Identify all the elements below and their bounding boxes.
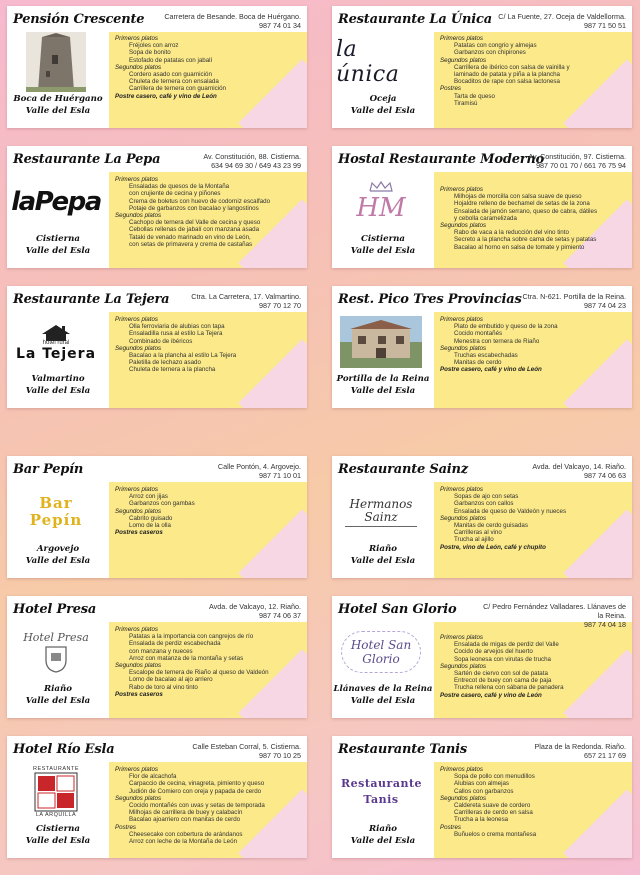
menu-item: con manzana y nueces: [129, 647, 193, 655]
menu-item: Carrillera de ibérico con salsa de vainilla y: [454, 63, 570, 71]
la-arquilla-logo: [33, 766, 79, 818]
menu-section-title: Primeros platos: [115, 766, 158, 773]
phone-number: 987 74 06 63: [584, 471, 626, 480]
menu-section-title: Primeros platos: [440, 35, 483, 42]
menu-item: Cebollas rellenas de jabalí con manzana asada: [129, 226, 260, 234]
menu-item: Cachopo de ternera del Valle de cecina y queso: [129, 219, 261, 227]
restaurant-logo: [336, 32, 426, 92]
restaurant-card: [332, 596, 632, 718]
logo-wordmark: La Tejera: [15, 346, 97, 362]
address-text: Av. Constitución, 97. Cistierna.: [528, 152, 626, 161]
restaurant-address: [476, 742, 626, 760]
menu-item: Sopa leonesa con virutas de trucha: [454, 655, 551, 663]
menu-item: Sopas de ajo con setas: [454, 493, 519, 501]
menu-item: Cabrito guisado: [129, 514, 173, 522]
address-text: Plaza de la Redonda. Riaño.: [534, 742, 626, 751]
menu-item: Garbanzos con callos: [454, 500, 514, 508]
menu-section-title: Primeros platos: [115, 486, 158, 493]
menu-section-title: Segundos platos: [440, 662, 487, 670]
restaurant-logo: [11, 482, 101, 542]
town-name: Riaño: [44, 684, 72, 694]
menu-item: Estofado de patatas con jabalí: [129, 56, 213, 64]
menu-item: Fréjoles con arroz: [129, 42, 179, 50]
menu-list: [115, 626, 299, 698]
restaurant-name: Bar Pepín: [13, 462, 84, 477]
menu-item: con crujiente de cecina y piñones: [129, 190, 221, 198]
address-text: Av. Constitución, 88. Cistierna.: [203, 152, 301, 161]
menu-item: Ensaladas de quesos de la Montaña: [129, 183, 230, 191]
menu-list: [440, 486, 624, 551]
restaurant-address: [476, 602, 626, 629]
menu-item: Garbanzos con gambas: [129, 500, 195, 508]
menu-item: Ensalada de migas de perdiz del Valle: [454, 641, 559, 649]
menu-section-title: Primeros platos: [115, 626, 158, 633]
restaurant-name: Restaurante La Tejera: [13, 292, 170, 307]
menu-item: Tataki de venado marinado en vino de León,: [129, 233, 251, 241]
menu-item: Bacalao al horno en salsa de tomate y pimiento: [454, 243, 585, 251]
menu-item: Tiramisú: [454, 99, 478, 107]
menu-item: Escalope de ternera de Riaño al queso de Valdeón: [129, 669, 269, 677]
menu-item: Chuleta de ternera a la plancha: [129, 366, 216, 374]
menu-item: Milhojas de carrillera de buey y calabacín: [129, 809, 243, 817]
menu-section-title: Primeros platos: [440, 634, 483, 641]
restaurant-logo: [11, 622, 101, 682]
menu-item: Ensalada de perdiz escabechada: [129, 640, 221, 648]
address-text: Ctra. La Carretera, 17. Valmartino.: [191, 292, 301, 301]
menu-item: Ensalada de jamón serrano, queso de cabra, dátiles: [454, 207, 598, 215]
menu-section-title: Postres: [440, 823, 461, 831]
menu-item: Garbanzos con chipirones: [454, 49, 526, 57]
menu-item: Cocido de arvejos del huerto: [454, 648, 533, 656]
logo-subtitle: RESTAURANTE: [32, 766, 80, 772]
menu-item: con setas de primavera y crema de castañas: [129, 240, 253, 248]
menu-section-title: Primeros platos: [440, 486, 483, 493]
menu-item: Manitas de cerdo guisadas: [454, 522, 528, 530]
menu-item: Crema de boletus con huevo de codorniz escalfado: [129, 197, 271, 205]
restaurant-card: [332, 456, 632, 578]
restaurant-name: Hotel Río Esla: [13, 742, 115, 757]
restaurant-name: Hotel Presa: [13, 602, 97, 617]
menu-item: Rabo de toro al vino tinto: [129, 683, 198, 691]
restaurant-address: [151, 12, 301, 30]
valley-name: Valle del Esla: [350, 836, 416, 846]
menu-item: Milhojas de morcilla con salsa suave de queso: [454, 193, 582, 201]
restaurant-name: Pensión Crescente: [13, 12, 145, 27]
restaurant-address: [476, 12, 626, 30]
menu-section-title: Primeros platos: [440, 316, 483, 323]
menu-list: [115, 35, 299, 100]
menu-section-title: Segundos platos: [115, 344, 162, 352]
phone-number: 987 74 04 18: [584, 620, 626, 629]
menu-item: laminado de patata y piña a la plancha: [454, 71, 560, 79]
menu-section-title: Segundos platos: [440, 344, 487, 352]
menu-section-title: Primeros platos: [115, 176, 158, 183]
restaurant-card: [332, 6, 632, 128]
menu-list: [115, 486, 299, 536]
la-unica-logo: la única: [336, 37, 400, 87]
restaurant-logo: [11, 172, 101, 232]
menu-item: Alubias con almejas: [454, 780, 510, 788]
town-name: Cistierna: [36, 234, 80, 244]
town-name: Portilla de la Reina: [336, 374, 430, 384]
menu-item: Secreto a la plancha sobre cama de setas y patatas: [454, 236, 597, 244]
valley-name: Valle del Esla: [25, 836, 91, 846]
menu-footer: Postre casero, café y vino de León: [440, 691, 542, 699]
la-pepa-logo: laPepa: [11, 187, 101, 217]
menu-footer: Postre casero, café y vino de León: [115, 92, 217, 100]
restaurant-address: [476, 292, 626, 310]
tower-photo: [26, 32, 86, 92]
phone-number: 987 71 10 01: [259, 471, 301, 480]
menu-section-title: Postres: [440, 85, 461, 93]
logo-wordmark: LA ARQUILLA: [35, 812, 77, 818]
valley-name: Valle del Esla: [350, 106, 416, 116]
restaurant-name: Hostal Restaurante Moderno: [338, 152, 545, 167]
menu-section-title: Segundos platos: [440, 514, 487, 522]
town-name: Cistierna: [36, 824, 80, 834]
menu-item: Potaje de garbanzos con bacalao y langostinos: [129, 204, 259, 212]
phone-number: 987 71 50 51: [584, 21, 626, 30]
restaurant-card: [7, 6, 307, 128]
restaurant-card: [7, 596, 307, 718]
restaurant-logo: [336, 172, 426, 232]
address-text: Carretera de Besande. Boca de Huérgano.: [164, 12, 301, 21]
menu-item: Lomo de bacalao al ajo arriero: [129, 676, 213, 684]
bar-pepin-logo: Bar Pepín: [29, 494, 83, 529]
menu-item: Tarta de queso: [454, 92, 495, 100]
menu-item: Hojaldre relleno de bechamel de setas de la zona: [454, 200, 590, 208]
menu-item: Caldereta suave de cordero: [454, 802, 531, 810]
menu-section-title: Segundos platos: [115, 507, 162, 515]
restaurant-name: Restaurante La Única: [338, 12, 492, 27]
menu-item: Plato de embutido y queso de la zona: [454, 323, 558, 331]
restaurant-name: Hotel San Glorio: [338, 602, 457, 617]
address-text: Calle Esteban Corral, 5. Cistierna.: [192, 742, 301, 751]
menu-item: Ensalada de queso de Valdeón y nueces: [454, 507, 567, 515]
menu-item: Olla ferroviaria de alubias con tapa: [129, 323, 225, 331]
phone-number: 987 70 12 70: [259, 301, 301, 310]
building-photo: [340, 316, 422, 368]
menu-list: [115, 176, 299, 248]
menu-item: Arroz con leche de la Montaña de León: [129, 838, 238, 846]
restaurant-name: Restaurante Tanis: [338, 742, 467, 757]
menu-item: Bacalao ajoarriero con manitas de cerdo: [129, 816, 241, 824]
menu-item: Patatas con congrio y almejas: [454, 42, 537, 50]
phone-number: 987 74 01 34: [259, 21, 301, 30]
menu-item: Manitas de cerdo: [454, 359, 502, 367]
restaurant-logo: [11, 312, 101, 372]
menu-item: Arroz con jijas: [129, 493, 168, 501]
restaurant-logo: [336, 622, 426, 682]
menu-item: Bocaditos de rape con salsa lactonesa: [454, 78, 560, 86]
restaurant-address: [151, 602, 301, 620]
phone-number: 634 94 69 30 / 649 43 23 99: [211, 161, 301, 170]
town-name: Valmartino: [31, 374, 85, 384]
hotel-presa-logo: [23, 631, 89, 674]
crown-icon: [368, 181, 394, 193]
town-name: Riaño: [369, 544, 397, 554]
menu-footer: Postre, vino de León, café y chupito: [440, 543, 546, 551]
menu-list: [115, 766, 299, 845]
menu-section-title: Segundos platos: [115, 662, 162, 670]
menu-item: Cocido montañés: [454, 330, 503, 338]
restaurant-name: Restaurante Sainz: [338, 462, 468, 477]
phone-number: 987 74 06 37: [259, 611, 301, 620]
valley-name: Valle del Esla: [25, 556, 91, 566]
menu-section-title: Segundos platos: [440, 794, 487, 802]
menu-item: Menestra con ternera de Riaño: [454, 337, 540, 345]
town-name: Oceja: [369, 94, 397, 104]
menu-item: Judión de Comiero con oreja y papada de cerdo: [129, 787, 262, 795]
menu-item: Trucha al ajillo: [454, 536, 494, 544]
menu-section-title: Primeros platos: [115, 316, 158, 323]
menu-footer: Postres caseros: [115, 690, 163, 698]
menu-item: Trucha rellena con sábana de panadera: [454, 684, 564, 692]
menu-item: Sopa de bonito: [129, 49, 171, 57]
restaurant-logo: [11, 32, 101, 92]
valley-name: Valle del Esla: [350, 696, 416, 706]
menu-item: Lomo de la olla: [129, 522, 171, 530]
restaurant-address: [476, 152, 626, 170]
town-name: Argovejo: [36, 544, 80, 554]
menu-item: Trucha a la leonesa: [454, 816, 509, 824]
menu-item: Callos con garbanzos: [454, 787, 514, 795]
menu-item: Arroz con matanza de la montaña y setas: [129, 654, 244, 662]
menu-list: [440, 35, 624, 107]
menu-section-title: Segundos platos: [115, 212, 162, 220]
restaurant-card: [7, 736, 307, 858]
menu-item: Carrillera de ternera con guarnición: [129, 85, 226, 93]
address-text: C/ Pedro Fernández Valladares. Llánaves de la Reina.: [483, 602, 626, 620]
valley-name: Valle del Esla: [25, 696, 91, 706]
menu-item: Carrilleras de cerdo en salsa: [454, 809, 533, 817]
menu-section-title: Segundos platos: [115, 63, 162, 71]
restaurant-card: [332, 146, 632, 268]
restaurante-tanis-logo: Restaurante Tanis: [341, 777, 423, 806]
menu-item: y cebolla caramelizada: [454, 214, 517, 222]
restaurant-card: [7, 146, 307, 268]
menu-section-title: Postres: [115, 823, 136, 831]
menu-item: Carrilleras al vino: [454, 529, 502, 537]
address-text: Calle Pontón, 4. Argovejo.: [217, 462, 301, 471]
valley-name: Valle del Esla: [350, 386, 416, 396]
menu-item: Bacalao a la plancha al estilo La Tejera: [129, 352, 237, 360]
menu-section-title: Segundos platos: [440, 222, 487, 230]
valley-name: Valle del Esla: [25, 106, 91, 116]
restaurant-address: [151, 152, 301, 170]
hermanos-sainz-logo: Hermanos Sainz: [345, 498, 417, 527]
menu-section-title: Primeros platos: [440, 766, 483, 773]
menu-item: Sopa de pollo con menudillos: [454, 773, 535, 781]
menu-item: Chuleta de ternera con ensalada: [129, 78, 219, 86]
restaurant-card: [7, 286, 307, 408]
hm-logo: [356, 181, 405, 223]
house-icon: [36, 322, 76, 342]
menu-item: Cocido montañés con uvas y setas de temporada: [129, 802, 265, 810]
menu-section-title: Segundos platos: [115, 794, 162, 802]
menu-list: [440, 316, 624, 374]
menu-item: Cordero asado con guarnición: [129, 71, 212, 79]
menu-section-title: Primeros platos: [440, 186, 483, 193]
town-name: Llánaves de la Reina: [333, 684, 433, 694]
menu-item: Rabo de vaca a la reducción del vino tinto: [454, 229, 569, 237]
restaurant-address: [151, 292, 301, 310]
restaurant-card: [332, 286, 632, 408]
menu-item: Buñuelos o crema montañesa: [454, 830, 537, 838]
phone-number: 987 74 04 23: [584, 301, 626, 310]
town-name: Cistierna: [361, 234, 405, 244]
menu-item: Carpaccio de cecina, vinagreta, pimiento y queso: [129, 780, 265, 788]
menu-item: Ensaladilla rusa al estilo La Tejera: [129, 330, 223, 338]
menu-item: Entrecot de buey con cama de paja: [454, 677, 552, 685]
emblem-icon: [34, 772, 78, 812]
restaurant-address: [151, 742, 301, 760]
logo-subtitle: hotel rural: [42, 340, 70, 346]
menu-list: [440, 186, 624, 251]
menu-item: Combinado de ibéricos: [129, 337, 193, 345]
menu-item: Patatas a la importancia con cangrejos de río: [129, 633, 254, 641]
restaurant-card: [332, 736, 632, 858]
menu-list: [115, 316, 299, 374]
valley-name: Valle del Esla: [25, 386, 91, 396]
menu-item: Flor de alcachofa: [129, 773, 177, 781]
phone-number: 987 70 10 25: [259, 751, 301, 760]
menu-footer: Postres caseros: [115, 529, 163, 537]
restaurant-logo: [336, 482, 426, 542]
restaurant-name: Rest. Pico Tres Provincias: [338, 292, 522, 307]
menu-item: Paletilla de lechazo asado: [129, 359, 201, 367]
restaurant-logo: [336, 762, 426, 822]
menu-section-title: Primeros platos: [115, 35, 158, 42]
valley-name: Valle del Esla: [350, 556, 416, 566]
restaurant-address: [476, 462, 626, 480]
logo-wordmark: Hotel Presa: [23, 630, 89, 644]
restaurant-name: Restaurante La Pepa: [13, 152, 161, 167]
town-name: Boca de Huérgano: [13, 94, 103, 104]
menu-item: Truchas escabechadas: [454, 352, 518, 360]
town-name: Riaño: [369, 824, 397, 834]
address-text: C/ La Fuente, 27. Oceja de Valdellorma.: [498, 12, 626, 21]
hotel-san-glorio-logo: Hotel San Glorio: [341, 631, 421, 673]
phone-number: 987 70 01 70 / 661 76 75 94: [536, 161, 626, 170]
restaurant-logo: [11, 762, 101, 822]
menu-item: Cheesecake con cobertura de arándanos: [129, 830, 243, 838]
menu-footer: Postre casero, café y vino de León: [440, 366, 542, 374]
la-tejera-logo: [16, 322, 96, 362]
restaurant-card: [7, 456, 307, 578]
menu-item: Sartén de ciervo con sol de patata: [454, 670, 548, 678]
address-text: Ctra. N-621. Portilla de la Reina.: [522, 292, 626, 301]
restaurant-logo: [336, 312, 426, 372]
menu-section-title: Segundos platos: [440, 56, 487, 64]
valley-name: Valle del Esla: [25, 246, 91, 256]
address-text: Avda. de Valcayo, 12. Riaño.: [208, 602, 301, 611]
menu-list: [440, 766, 624, 838]
address-text: Avda. del Valcayo, 14. Riaño.: [532, 462, 626, 471]
valley-name: Valle del Esla: [350, 246, 416, 256]
hm-monogram: HM: [356, 193, 406, 223]
phone-number: 657 21 17 69: [584, 751, 626, 760]
restaurant-address: [151, 462, 301, 480]
shield-icon: [42, 644, 70, 674]
menu-list: [440, 634, 624, 699]
